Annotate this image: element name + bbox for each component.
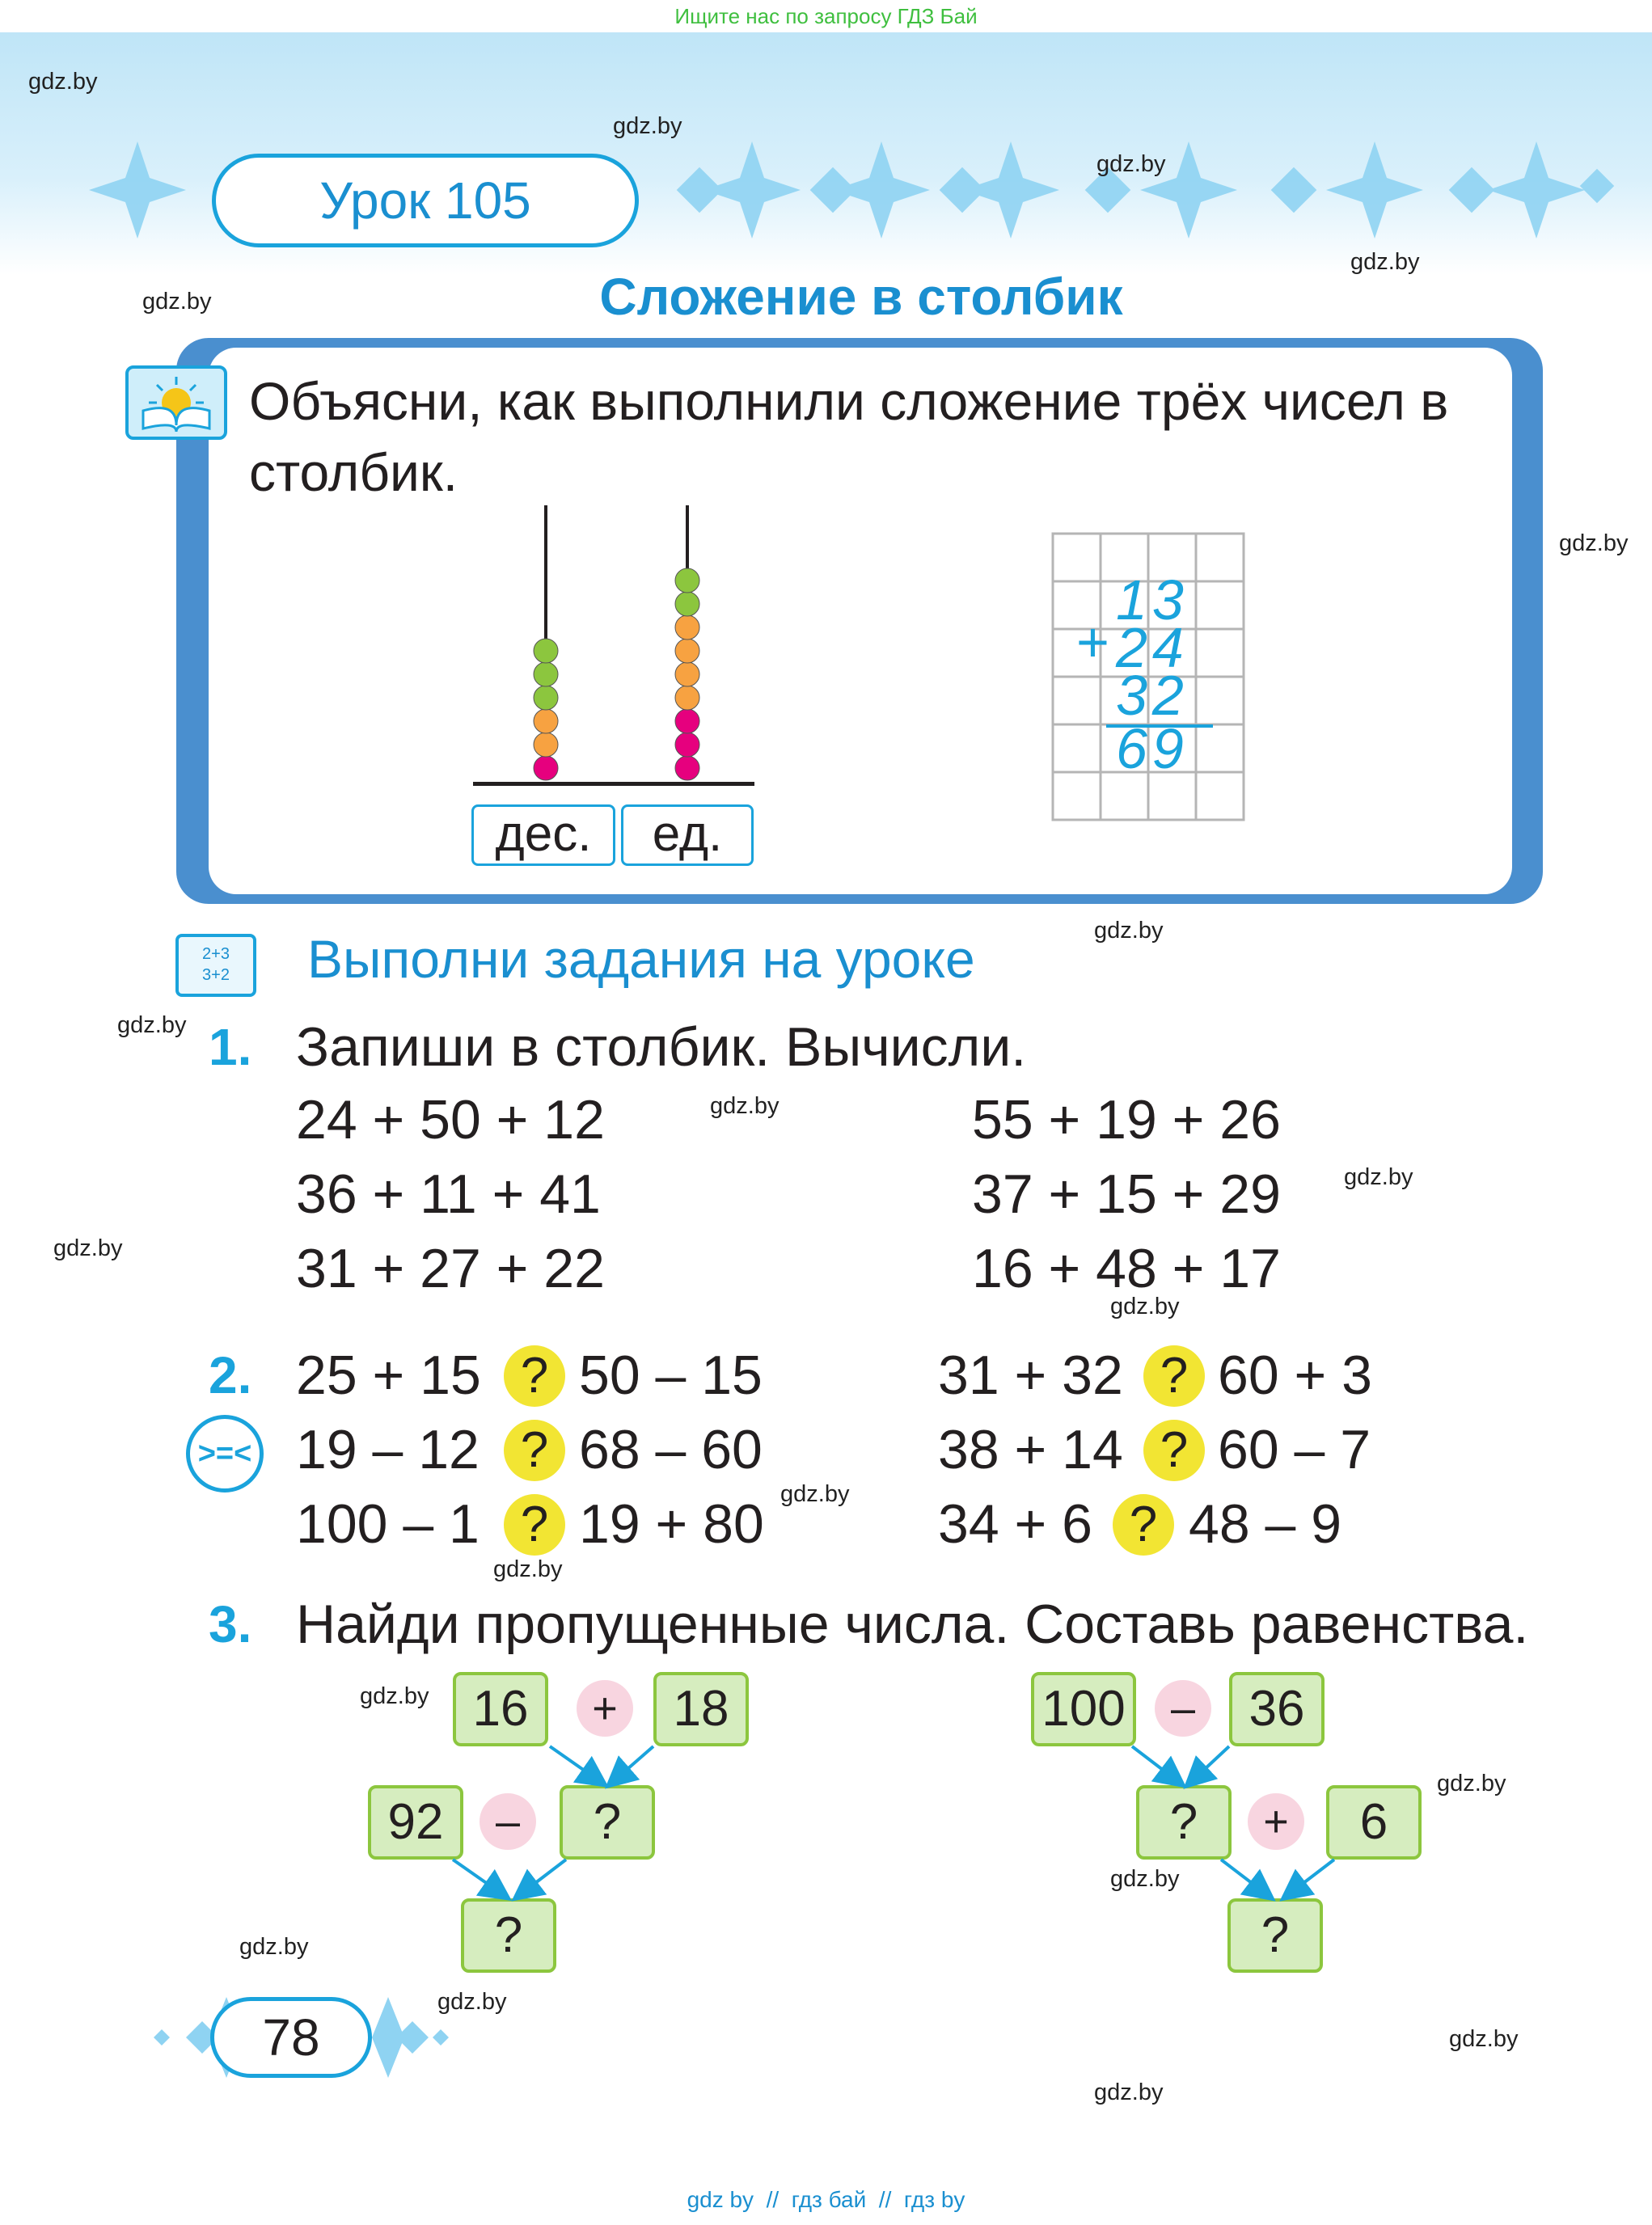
tree-box: 18 [653, 1672, 749, 1746]
watermark: gdz.by [1094, 918, 1164, 944]
watermark: gdz.by [1559, 530, 1629, 556]
tens-bead [534, 756, 558, 780]
abacus [453, 501, 776, 784]
watermark: gdz.by [1094, 2079, 1164, 2105]
compare-left: 34 + 6 [938, 1493, 1092, 1555]
addend-3: 32 [1116, 664, 1189, 727]
compare-placeholder[interactable]: ? [504, 1420, 565, 1481]
ones-bead [675, 639, 699, 663]
watermark: gdz.by [710, 1093, 780, 1119]
task-1-expr: 37 + 15 + 29 [972, 1163, 1281, 1225]
tens-label: дес. [471, 804, 615, 866]
ones-bead [675, 615, 699, 640]
compare-placeholder[interactable]: ? [1143, 1420, 1205, 1481]
watermark: gdz.by [1344, 1164, 1413, 1190]
tree-box: 100 [1031, 1672, 1136, 1746]
task-1-expr: 55 + 19 + 26 [972, 1089, 1281, 1150]
compare-left: 19 – 12 [296, 1419, 480, 1480]
compare-right: 50 – 15 [579, 1345, 763, 1406]
watermark: gdz.by [1437, 1771, 1506, 1796]
ones-bead [675, 592, 699, 616]
task-1-expr: 24 + 50 + 12 [296, 1089, 605, 1150]
compare-right: 68 – 60 [579, 1419, 763, 1480]
page-title: Сложение в столбик [599, 268, 1123, 326]
watermark: gdz.by [53, 1235, 123, 1261]
tree-operator: + [1248, 1793, 1304, 1850]
tens-bead [534, 662, 558, 686]
task-1-text: Запиши в столбик. Вычисли. [296, 1016, 1027, 1078]
ones-bead [675, 686, 699, 710]
board-line-1: 2+3 [202, 945, 230, 963]
tree-operator: + [577, 1680, 633, 1737]
tens-bead [534, 639, 558, 663]
watermark: gdz.by [437, 1989, 507, 2015]
watermark: gdz.by [493, 1556, 563, 1582]
sum: 69 [1116, 717, 1189, 780]
compare-left: 100 – 1 [296, 1493, 480, 1555]
watermark: gdz.by [239, 1934, 309, 1960]
abacus-base [473, 782, 754, 786]
compare-placeholder[interactable]: ? [504, 1494, 565, 1556]
watermark: gdz.by [142, 289, 212, 315]
watermark: gdz.by [1096, 151, 1166, 177]
task-3-number: 3. [209, 1595, 252, 1653]
watermark: gdz.by [780, 1481, 850, 1507]
compare-left: 25 + 15 [296, 1345, 481, 1406]
watermark: gdz.by [613, 113, 682, 139]
ones-bead [675, 733, 699, 757]
compare-right: 60 + 3 [1218, 1345, 1372, 1406]
ones-bead [675, 756, 699, 780]
ones-label: ед. [621, 804, 754, 866]
section-title: Выполни задания на уроке [307, 929, 975, 989]
watermark: gdz.by [1110, 1866, 1180, 1892]
board-line-2: 3+2 [202, 966, 230, 984]
compare-left: 31 + 32 [938, 1345, 1123, 1406]
compare-placeholder[interactable]: ? [1143, 1345, 1205, 1407]
compare-icon: >=< [186, 1415, 264, 1492]
compare-right: 48 – 9 [1189, 1493, 1342, 1555]
explain-instruction: Объясни, как выполнили сложение трёх чисел в столбик. [249, 371, 1449, 502]
watermark: gdz.by [1350, 249, 1420, 275]
tree-answer-box[interactable]: ? [461, 1898, 556, 1973]
compare-placeholder[interactable]: ? [504, 1345, 565, 1407]
top-banner: Ищите нас по запросу ГДЗ Бай [674, 4, 978, 28]
watermark: gdz.by [28, 69, 98, 95]
compare-placeholder[interactable]: ? [1113, 1494, 1174, 1556]
compare-right: 60 – 7 [1218, 1419, 1371, 1480]
ones-bead [675, 568, 699, 593]
watermark: gdz.by [1449, 2026, 1519, 2052]
task-1-expr: 16 + 48 + 17 [972, 1238, 1281, 1299]
ones-bead [675, 662, 699, 686]
lesson-number: Урок 105 [212, 154, 639, 247]
tree-answer-box[interactable]: ? [1227, 1898, 1323, 1973]
tree-box: 6 [1326, 1785, 1422, 1860]
task-1-expr: 31 + 27 + 22 [296, 1238, 605, 1299]
addend-2: 24 [1116, 616, 1189, 679]
task-2-number: 2. [209, 1346, 252, 1404]
ones-bead [675, 709, 699, 733]
tens-bead [534, 709, 558, 733]
footer-links: gdz by // гдз бай // гдз by [687, 2187, 965, 2212]
compare-right: 19 + 80 [579, 1493, 764, 1555]
task-1-number: 1. [209, 1018, 252, 1076]
watermark: gdz.by [117, 1012, 187, 1038]
tree-operator: – [480, 1793, 536, 1850]
board-icon [175, 934, 256, 997]
plus-sign: + [1075, 610, 1109, 673]
tree-box: 16 [453, 1672, 548, 1746]
book-icon [125, 365, 227, 440]
task-1-expr: 36 + 11 + 41 [296, 1163, 601, 1225]
column-addition [1051, 532, 1245, 823]
tree-box: 92 [368, 1785, 463, 1860]
tree-operator: – [1155, 1680, 1211, 1737]
task-3-text: Найди пропущенные числа. Составь равенства. [296, 1594, 1529, 1655]
tree-answer-box[interactable]: ? [560, 1785, 655, 1860]
tens-bead [534, 733, 558, 757]
addend-1: 13 [1116, 568, 1189, 631]
tens-bead [534, 686, 558, 710]
compare-left: 38 + 14 [938, 1419, 1123, 1480]
tree-answer-box[interactable]: ? [1136, 1785, 1232, 1860]
page-number: 78 [210, 1997, 372, 2078]
tree-box: 36 [1229, 1672, 1325, 1746]
watermark: gdz.by [360, 1683, 429, 1709]
watermark: gdz.by [1110, 1294, 1180, 1319]
